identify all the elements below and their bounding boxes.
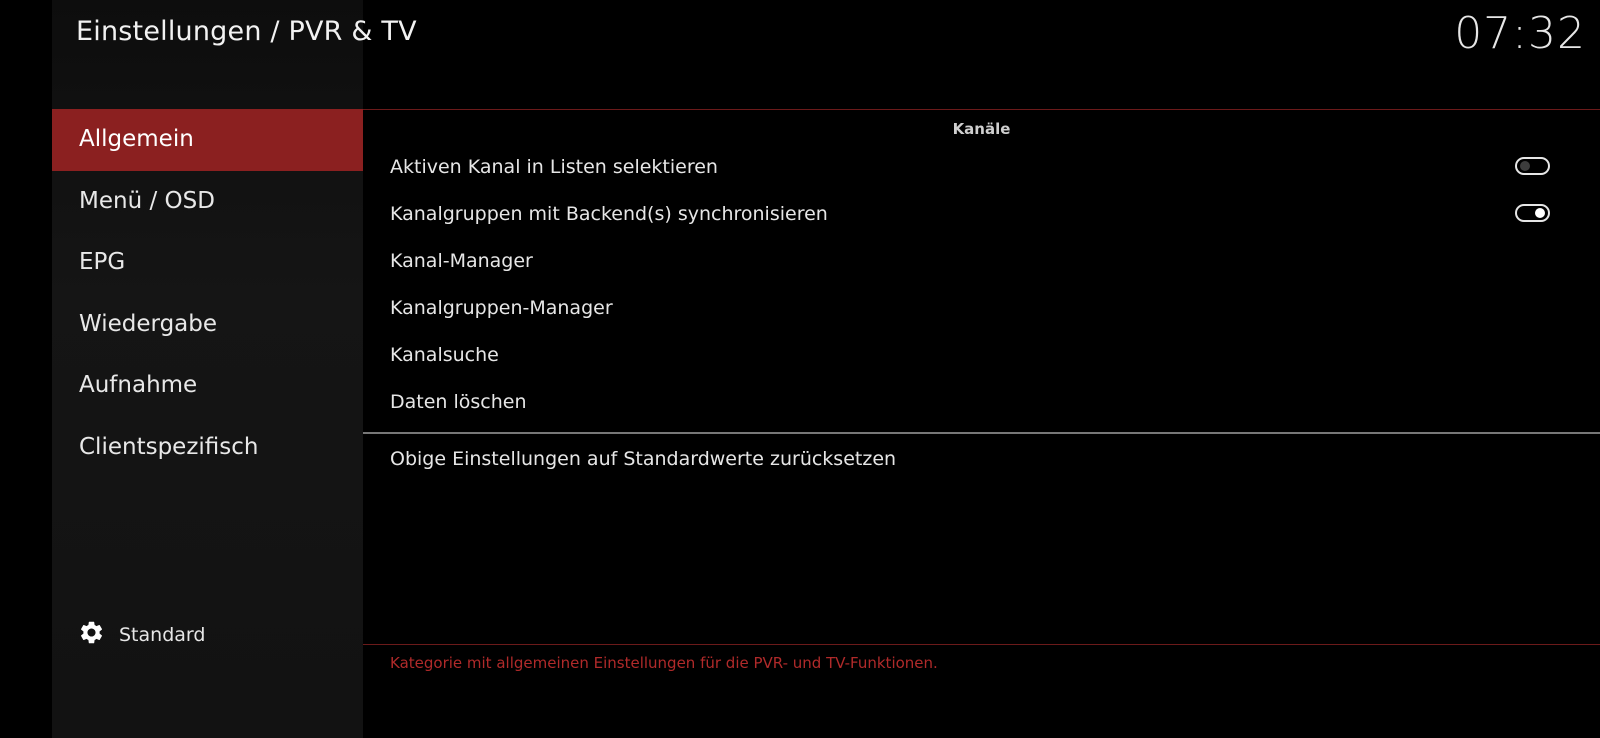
toggle-switch-off[interactable] — [1515, 157, 1550, 175]
setting-label: Kanal-Manager — [390, 250, 533, 272]
category-item-epg[interactable]: EPG — [79, 249, 126, 275]
bottom-divider — [363, 644, 1600, 645]
settings-level-label: Standard — [119, 624, 206, 646]
page-title: Einstellungen / PVR & TV — [76, 16, 417, 47]
setting-label: Kanalgruppen-Manager — [390, 297, 613, 319]
setting-label: Aktiven Kanal in Listen selektieren — [390, 156, 718, 178]
category-item-allgemein[interactable]: Allgemein — [52, 109, 363, 171]
setting-label: Kanalgruppen mit Backend(s) synchronisieren — [390, 203, 828, 225]
category-list — [52, 109, 363, 478]
category-item-wiedergabe[interactable]: Wiedergabe — [79, 310, 218, 337]
setting-kanal-manager[interactable] — [390, 243, 1570, 279]
settings-content — [363, 110, 1600, 644]
category-item-aufnahme[interactable]: Aufnahme — [79, 372, 198, 398]
setting-aktiven-kanal-selektieren[interactable] — [390, 149, 1570, 185]
group-title-kanaele: Kanäle — [952, 120, 1011, 138]
clock: 07:32 — [1454, 8, 1586, 59]
category-item-clientspezifisch[interactable]: Clientspezifisch — [79, 433, 259, 460]
setting-kanalgruppen-synchronisieren[interactable] — [390, 196, 1570, 232]
settings-level-button[interactable] — [78, 619, 205, 651]
setting-kanalsuche[interactable] — [390, 337, 1570, 373]
setting-label: Daten löschen — [390, 391, 527, 413]
section-divider — [363, 432, 1600, 434]
toggle-knob — [1535, 208, 1545, 218]
setting-label: Kanalsuche — [390, 344, 499, 366]
reset-to-default-button[interactable] — [390, 441, 1570, 477]
reset-label: Obige Einstellungen auf Standardwerte zurücksetzen — [390, 448, 897, 470]
toggle-knob — [1520, 161, 1530, 171]
toggle-switch-on[interactable] — [1515, 204, 1550, 222]
gear-icon — [78, 619, 105, 651]
category-item-menu-osd[interactable]: Menü / OSD — [79, 187, 215, 214]
setting-daten-loeschen[interactable] — [390, 384, 1570, 420]
setting-kanalgruppen-manager[interactable] — [390, 290, 1570, 326]
category-description: Kategorie mit allgemeinen Einstellungen für die PVR- und TV-Funktionen. — [390, 654, 938, 672]
